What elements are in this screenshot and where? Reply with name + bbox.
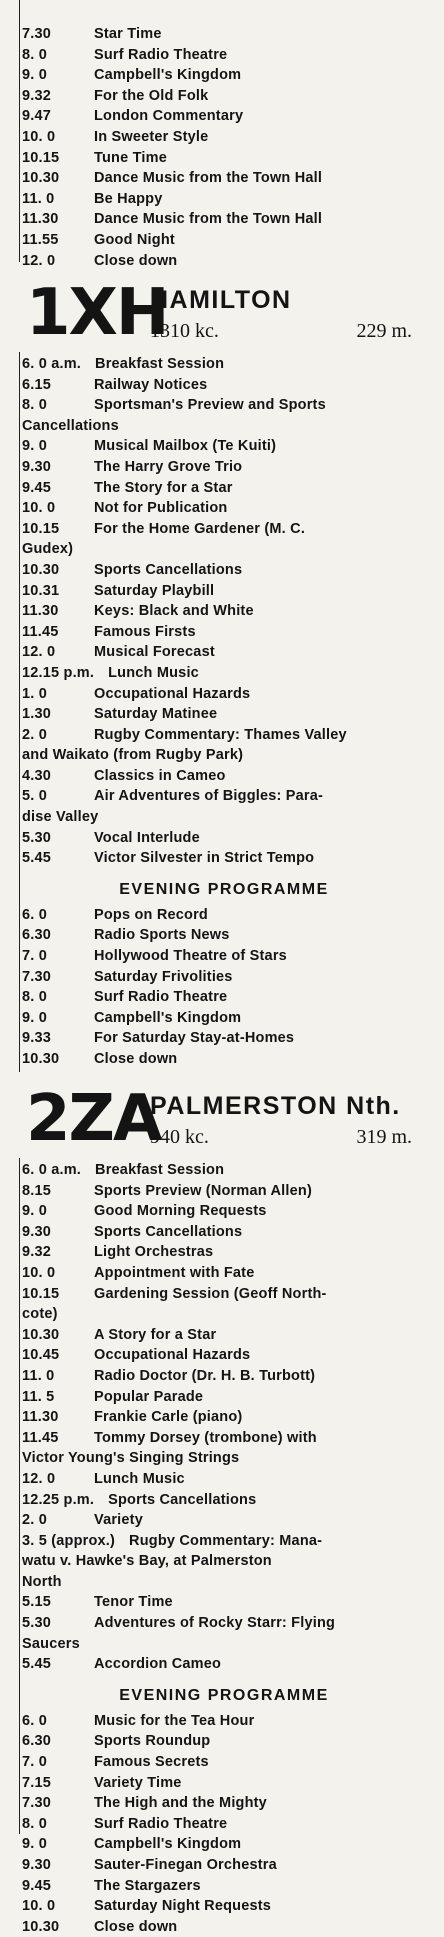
programme-title: In Sweeter Style — [94, 128, 209, 145]
programme-title: Saturday Frivolities — [94, 968, 233, 985]
evening-schedule — [22, 905, 426, 1070]
schedule-time: 10. 0 — [22, 500, 56, 517]
schedule-time: 12.15 p.m. — [22, 664, 95, 681]
evening-schedule — [22, 1711, 426, 1937]
schedule-row — [22, 622, 426, 643]
schedule-row — [22, 354, 426, 375]
schedule-time: 7.30 — [22, 1795, 52, 1812]
programme-title: Popular Parade — [94, 1388, 204, 1405]
schedule-time: 10. 0 — [22, 1264, 56, 1281]
schedule-time: 2. 0 — [22, 726, 47, 743]
programme-title-continuation: dise Valley — [22, 809, 99, 826]
programme-title: Occupational Hazards — [94, 685, 251, 702]
programme-title: Close down — [94, 252, 178, 269]
programme-title: Saturday Night Requests — [94, 1898, 272, 1915]
schedule-row — [22, 519, 426, 540]
schedule-row — [22, 1773, 426, 1794]
programme-title: Radio Sports News — [94, 927, 230, 944]
schedule-row — [22, 1752, 426, 1773]
schedule-row — [22, 1407, 426, 1428]
programme-title: Famous Firsts — [94, 623, 196, 640]
programme-title: Appointment with Fate — [94, 1264, 255, 1281]
programme-title: Hollywood Theatre of Stars — [94, 948, 287, 965]
programme-title: Victor Silvester in Strict Tempo — [94, 850, 315, 867]
schedule-row — [22, 1181, 426, 1202]
programme-title: Dance Music from the Town Hall — [94, 211, 323, 228]
schedule-row — [22, 560, 426, 581]
schedule-time: 9. 0 — [22, 1203, 47, 1220]
schedule-row — [22, 1510, 426, 1531]
schedule-row — [22, 1834, 426, 1855]
programme-title: Variety — [94, 1512, 143, 1529]
programme-title: Music for the Tea Hour — [94, 1712, 255, 1729]
programme-title: Railway Notices — [94, 376, 208, 393]
programme-title: Musical Mailbox (Te Kuiti) — [94, 438, 277, 455]
schedule-row — [22, 946, 426, 967]
schedule-time: 10. 0 — [22, 128, 56, 145]
schedule-time: 12. 0 — [22, 644, 56, 661]
schedule-row — [22, 1008, 426, 1029]
schedule-row-continuation — [22, 1634, 426, 1655]
schedule-row — [22, 663, 426, 684]
station-frequency: 1310 kc. — [150, 320, 219, 342]
schedule-row — [22, 905, 426, 926]
schedule-row — [22, 395, 426, 416]
schedule-time: 7.30 — [22, 968, 52, 985]
schedule-time: 6.15 — [22, 376, 52, 393]
schedule-row — [22, 1876, 426, 1897]
programme-title: Frankie Carle (piano) — [94, 1409, 243, 1426]
schedule-time: 11.45 — [22, 1429, 59, 1446]
schedule-time: 5.45 — [22, 1656, 52, 1673]
programme-title: Gardening Session (Geoff North- — [94, 1285, 327, 1302]
programme-title: Adventures of Rocky Starr: Flying — [94, 1615, 336, 1632]
schedule-time: 6. 0 a.m. — [22, 1162, 82, 1178]
schedule-row — [22, 478, 426, 499]
programme-title-continuation: Saucers — [22, 1635, 80, 1652]
programme-title: Campbell's Kingdom — [94, 67, 242, 84]
programme-title: Surf Radio Theatre — [94, 989, 228, 1006]
programme-title-continuation: and Waikato (from Rugby Park) — [22, 747, 244, 764]
programme-title: Sports Cancellations — [108, 1491, 257, 1508]
station-header — [22, 1082, 426, 1160]
schedule-time: 10.30 — [22, 1051, 60, 1067]
schedule-row — [22, 1160, 426, 1181]
top-schedule — [22, 24, 426, 271]
schedule-time: 1.30 — [22, 706, 52, 723]
programme-title-continuation: Victor Young's Singing Strings — [22, 1450, 240, 1467]
schedule-row — [22, 987, 426, 1008]
programme-title: Variety Time — [94, 1774, 182, 1791]
schedule-time: 12. 0 — [22, 252, 56, 269]
programme-title: Saturday Playbill — [94, 582, 215, 599]
schedule-time: 11.45 — [22, 623, 59, 640]
programme-title-continuation: Gudex) — [22, 541, 74, 558]
schedule-time: 8. 0 — [22, 397, 47, 414]
programme-title: Dance Music from the Town Hall — [94, 170, 323, 187]
programme-title-continuation: cote) — [22, 1306, 58, 1323]
schedule-row — [22, 1428, 426, 1449]
programme-title: A Story for a Star — [94, 1326, 217, 1343]
evening-programme-heading: EVENING PROGRAMME — [119, 1686, 329, 1704]
programme-title: Be Happy — [94, 190, 163, 207]
schedule-row — [22, 251, 426, 272]
programme-title: The High and the Mighty — [94, 1795, 267, 1812]
schedule-time: 11.30 — [22, 1409, 59, 1426]
programme-title-continuation: North — [22, 1573, 62, 1590]
programme-title: The Stargazers — [94, 1877, 201, 1894]
schedule-time: 10.30 — [22, 1918, 60, 1935]
station-callsign: 1XH — [26, 276, 168, 350]
schedule-row — [22, 642, 426, 663]
programme-title: Classics in Cameo — [94, 767, 226, 784]
schedule-time: 2. 0 — [22, 1512, 47, 1529]
schedule-row — [22, 848, 426, 869]
programme-title: Occupational Hazards — [94, 1347, 251, 1364]
programme-title: Lunch Music — [108, 664, 199, 681]
schedule-row — [22, 1263, 426, 1284]
schedule-row — [22, 1325, 426, 1346]
schedule-time: 5. 0 — [22, 788, 47, 805]
schedule-row — [22, 1387, 426, 1408]
programme-title: Close down — [94, 1051, 178, 1067]
programme-title: Keys: Black and White — [94, 603, 254, 620]
schedule-row — [22, 1366, 426, 1387]
schedule-time: 10.45 — [22, 1347, 60, 1364]
programme-title: Campbell's Kingdom — [94, 1009, 242, 1026]
programme-title: Light Orchestras — [94, 1244, 214, 1261]
schedule-time: 10.15 — [22, 520, 60, 537]
schedule-time: 8. 0 — [22, 1815, 47, 1832]
station-header — [22, 276, 426, 354]
schedule-time: 9.45 — [22, 1877, 52, 1894]
schedule-row — [22, 1201, 426, 1222]
schedule-row — [22, 1242, 426, 1263]
programme-title: Rugby Commentary: Thames Valley — [94, 726, 347, 743]
programme-title: Not for Publication — [94, 500, 228, 517]
programme-title: Star Time — [94, 26, 162, 42]
programme-title: Close down — [94, 1918, 178, 1935]
schedule-time: 5.30 — [22, 829, 52, 846]
schedule-row-continuation — [22, 745, 426, 766]
schedule-row-continuation — [22, 1304, 426, 1325]
programme-title: Lunch Music — [94, 1470, 185, 1487]
programme-title-continuation: watu v. Hawke's Bay, at Palmerston — [22, 1553, 272, 1570]
programme-title: Sportsman's Preview and Sports — [94, 397, 326, 414]
schedule-row — [22, 1793, 426, 1814]
day-schedule — [22, 1160, 426, 1675]
schedule-row — [22, 86, 426, 107]
schedule-time: 9.45 — [22, 479, 52, 496]
schedule-time: 5.30 — [22, 1615, 52, 1632]
column-rule — [19, 1158, 20, 1834]
schedule-row-continuation — [22, 539, 426, 560]
schedule-row — [22, 65, 426, 86]
schedule-time: 7.15 — [22, 1774, 52, 1791]
schedule-row — [22, 828, 426, 849]
schedule-row — [22, 24, 426, 45]
schedule-time: 11.55 — [22, 231, 59, 248]
schedule-time: 7. 0 — [22, 948, 47, 965]
programme-title: Good Morning Requests — [94, 1203, 267, 1220]
schedule-time: 3. 5 (approx.) — [22, 1532, 116, 1549]
schedule-time: 10. 0 — [22, 1898, 56, 1915]
schedule-time: 5.15 — [22, 1594, 52, 1611]
schedule-row — [22, 967, 426, 988]
schedule-row — [22, 1731, 426, 1752]
programme-title: Air Adventures of Biggles: Para- — [94, 788, 324, 805]
schedule-time: 11.30 — [22, 603, 59, 620]
programme-title: Vocal Interlude — [94, 829, 200, 846]
schedule-time: 12. 0 — [22, 1470, 56, 1487]
programme-title: Rugby Commentary: Mana- — [129, 1532, 323, 1549]
schedule-time: 7. 0 — [22, 1754, 47, 1771]
schedule-time: 11.30 — [22, 211, 59, 228]
schedule-time: 10.15 — [22, 1285, 60, 1302]
schedule-time: 6. 0 — [22, 1712, 47, 1729]
programme-title: Radio Doctor (Dr. H. B. Turbott) — [94, 1367, 316, 1384]
schedule-row — [22, 1855, 426, 1876]
station-callsign: 2ZA — [26, 1082, 161, 1156]
schedule-time: 9. 0 — [22, 1836, 47, 1853]
day-schedule — [22, 354, 426, 869]
schedule-row — [22, 581, 426, 602]
schedule-row — [22, 127, 426, 148]
schedule-row — [22, 725, 426, 746]
schedule-time: 6. 0 a.m. — [22, 356, 82, 372]
schedule-row — [22, 230, 426, 251]
schedule-row — [22, 1469, 426, 1490]
station-palmerston — [22, 1082, 426, 1937]
column-rule — [19, 352, 20, 1072]
schedule-time: 8. 0 — [22, 46, 47, 63]
programme-title: Sports Roundup — [94, 1733, 211, 1750]
station-hamilton — [22, 276, 426, 1070]
schedule-row — [22, 209, 426, 230]
station-wavelength: 229 m. — [356, 320, 412, 342]
programme-title: Breakfast Session — [95, 1162, 225, 1178]
programme-title: Good Night — [94, 231, 175, 248]
schedule-row-continuation — [22, 1551, 426, 1572]
schedule-time: 9. 0 — [22, 438, 47, 455]
schedule-time: 7.30 — [22, 26, 52, 42]
programme-title: For the Home Gardener (M. C. — [94, 520, 306, 537]
schedule-row — [22, 1592, 426, 1613]
schedule-time: 8.15 — [22, 1182, 52, 1199]
programme-title: Sports Preview (Norman Allen) — [94, 1182, 312, 1199]
schedule-row — [22, 1028, 426, 1049]
schedule-time: 9.47 — [22, 108, 52, 125]
schedule-time: 10.31 — [22, 582, 60, 599]
programme-title: Campbell's Kingdom — [94, 1836, 242, 1853]
programme-title: For Saturday Stay-at-Homes — [94, 1030, 295, 1047]
schedule-time: 9.32 — [22, 87, 52, 104]
schedule-time: 9. 0 — [22, 1009, 47, 1026]
schedule-time: 1. 0 — [22, 685, 47, 702]
programme-title: Musical Forecast — [94, 644, 215, 661]
programme-title: Breakfast Session — [95, 356, 225, 372]
schedule-row — [22, 436, 426, 457]
programme-title: For the Old Folk — [94, 87, 209, 104]
schedule-time: 9. 0 — [22, 67, 47, 84]
schedule-row-continuation — [22, 1448, 426, 1469]
schedule-row — [22, 1222, 426, 1243]
programme-title: Sports Cancellations — [94, 1223, 243, 1240]
schedule-row — [22, 786, 426, 807]
schedule-row — [22, 704, 426, 725]
schedule-row — [22, 1613, 426, 1634]
schedule-row — [22, 925, 426, 946]
schedule-row — [22, 1284, 426, 1305]
schedule-time: 11. 5 — [22, 1388, 55, 1405]
programme-title: Tune Time — [94, 149, 167, 166]
schedule-row-continuation — [22, 416, 426, 437]
schedule-row — [22, 45, 426, 66]
schedule-time: 9.32 — [22, 1244, 52, 1261]
programme-title: Famous Secrets — [94, 1754, 209, 1771]
programme-title: Sports Cancellations — [94, 561, 243, 578]
column-rule — [19, 0, 20, 262]
programme-title: Saturday Matinee — [94, 706, 218, 723]
schedule-time: 10.30 — [22, 561, 60, 578]
schedule-row — [22, 1531, 426, 1552]
schedule-time: 6. 0 — [22, 906, 47, 923]
schedule-row — [22, 1490, 426, 1511]
programme-title: Tenor Time — [94, 1594, 173, 1611]
schedule-row — [22, 1814, 426, 1835]
schedule-row — [22, 1345, 426, 1366]
station-frequency: 940 kc. — [150, 1126, 209, 1148]
schedule-time: 6.30 — [22, 1733, 52, 1750]
schedule-time: 11. 0 — [22, 1367, 55, 1384]
schedule-row — [22, 684, 426, 705]
schedule-time: 5.45 — [22, 850, 52, 867]
programme-title: Pops on Record — [94, 906, 208, 923]
programme-title: London Commentary — [94, 108, 244, 125]
schedule-time: 10.30 — [22, 1326, 60, 1343]
schedule-time: 9.30 — [22, 458, 52, 475]
schedule-time: 4.30 — [22, 767, 52, 784]
station-city: PALMERSTON Nth. — [150, 1092, 401, 1120]
schedule-row — [22, 457, 426, 478]
schedule-row-continuation — [22, 1572, 426, 1593]
programme-title-continuation: Cancellations — [22, 417, 119, 434]
schedule-row — [22, 148, 426, 169]
schedule-time: 10.30 — [22, 170, 60, 187]
schedule-time: 9.30 — [22, 1223, 52, 1240]
schedule-row — [22, 1711, 426, 1732]
schedule-row — [22, 766, 426, 787]
schedule-time: 10.15 — [22, 149, 60, 166]
programme-title: Tommy Dorsey (trombone) with — [94, 1429, 317, 1446]
schedule-row — [22, 601, 426, 622]
schedule-time: 8. 0 — [22, 989, 47, 1006]
schedule-row — [22, 498, 426, 519]
schedule-row — [22, 1049, 426, 1070]
programme-title: The Harry Grove Trio — [94, 458, 243, 475]
schedule-row — [22, 1654, 426, 1675]
schedule-time: 9.30 — [22, 1857, 52, 1873]
schedule-row — [22, 189, 426, 210]
schedule-row-continuation — [22, 807, 426, 828]
schedule-time: 6.30 — [22, 927, 52, 944]
programme-title: Sauter-Finegan Orchestra — [94, 1857, 277, 1873]
schedule-time: 12.25 p.m. — [22, 1491, 95, 1508]
schedule-row — [22, 168, 426, 189]
evening-programme-heading: EVENING PROGRAMME — [119, 880, 329, 898]
station-wavelength: 319 m. — [356, 1126, 412, 1148]
schedule-row — [22, 106, 426, 127]
programme-title: The Story for a Star — [94, 479, 233, 496]
schedule-row — [22, 375, 426, 396]
programme-title: Surf Radio Theatre — [94, 46, 228, 63]
schedule-time: 11. 0 — [22, 190, 55, 207]
schedule-row — [22, 1896, 426, 1917]
schedule-time: 9.33 — [22, 1030, 52, 1047]
station-city: HAMILTON — [150, 286, 292, 314]
schedule-row — [22, 1917, 426, 1937]
programme-title: Accordion Cameo — [94, 1656, 222, 1673]
programme-title: Surf Radio Theatre — [94, 1815, 228, 1832]
